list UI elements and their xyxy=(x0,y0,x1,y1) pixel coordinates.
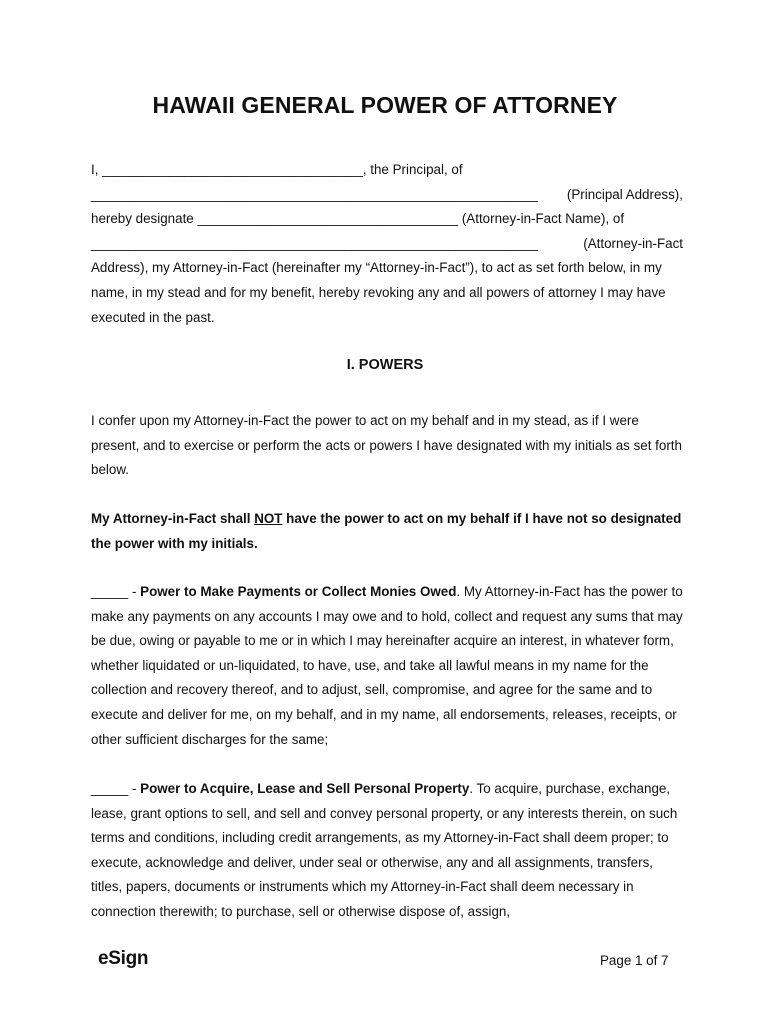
section-heading-powers: I. POWERS xyxy=(346,357,424,373)
power-personal-property-text xyxy=(91,777,683,925)
page-number: Page 1 of 7 xyxy=(600,953,669,968)
initial-blank: _____ xyxy=(91,781,129,796)
confer-text: I confer upon my Attorney-in-Fact the power to act on my behalf and in my stead, as if I were present, and to exercise or perform the acts or powers I have designated with my initials as set forth below. xyxy=(91,413,682,478)
document-title: HAWAII GENERAL POWER OF ATTORNEY xyxy=(152,92,618,118)
separator: - xyxy=(128,584,141,599)
initial-blank: _____ xyxy=(91,584,129,599)
attorney-address-blank: ____________________________________________________________ xyxy=(91,235,538,251)
power-body: . To acquire, purchase, exchange, lease, grant options to sell, and sell and convey personal property, or any interests therein, on such terms and conditions, including credit arrangements, as my Attorney-in-Fact shall deem proper; to execute, acknowledge and deliver, under seal or otherwise, any and all assignments, transfers, titles, papers, documents or instruments which my Attorney-in-Fact shall deem necessary in connection therewith; to purchase, sell or otherwise dispose of, assign, xyxy=(91,781,678,919)
notice-not: NOT xyxy=(254,511,283,526)
intro-paragraph xyxy=(91,158,683,330)
power-payments-paragraph xyxy=(91,580,683,752)
power-personal-property-paragraph xyxy=(91,777,683,925)
notice-paragraph xyxy=(91,507,683,556)
principal-address-blank: ____________________________________________________________ xyxy=(91,186,538,202)
notice-before: My Attorney-in-Fact shall xyxy=(91,511,255,526)
notice-after: have the power to act on my behalf if I have not so designated the power with my initials. xyxy=(91,511,682,551)
attorney-name-line: hereby designate ___________________________________ (Attorney-in-Fact Name), of xyxy=(91,211,625,227)
power-payments-text xyxy=(91,580,683,752)
attorney-address-line xyxy=(91,232,683,257)
power-body: . My Attorney-in-Fact has the power to make any payments on any accounts I may owe and to hold, collect and request any sums that may be due, owing or payable to me or in which I may hereinafter acquire an interest, in whatever form, whether liquidated or un-liquidated, to have, use, and take all lawful means in my name for the collection and recovery thereof, and to adjust, sell, compromise, and agree for the same and to execute and deliver for me, on my behalf, and in my name, all endorsements, releases, receipts, or other sufficient discharges for the same; xyxy=(91,584,683,747)
principal-name-line: I, ___________________________________, the Principal, of xyxy=(91,162,463,177)
power-heading: Power to Acquire, Lease and Sell Personal Property xyxy=(140,781,470,796)
confer-paragraph xyxy=(91,409,683,483)
attorney-address-label: (Attorney-in-Fact xyxy=(583,235,683,251)
intro-rest-text: Address), my Attorney-in-Fact (hereinafter my “Attorney-in-Fact”), to act as set forth below, in my name, in my stead and for my benefit, hereby revoking any and all powers of attorney I may have executed in the past. xyxy=(91,260,666,325)
principal-address-line xyxy=(91,183,683,208)
notice-text xyxy=(91,507,683,556)
esign-logo: eSign xyxy=(98,948,149,969)
power-heading: Power to Make Payments or Collect Monies Owed xyxy=(140,584,457,599)
separator: - xyxy=(128,781,141,796)
principal-address-label: (Principal Address), xyxy=(566,186,683,202)
